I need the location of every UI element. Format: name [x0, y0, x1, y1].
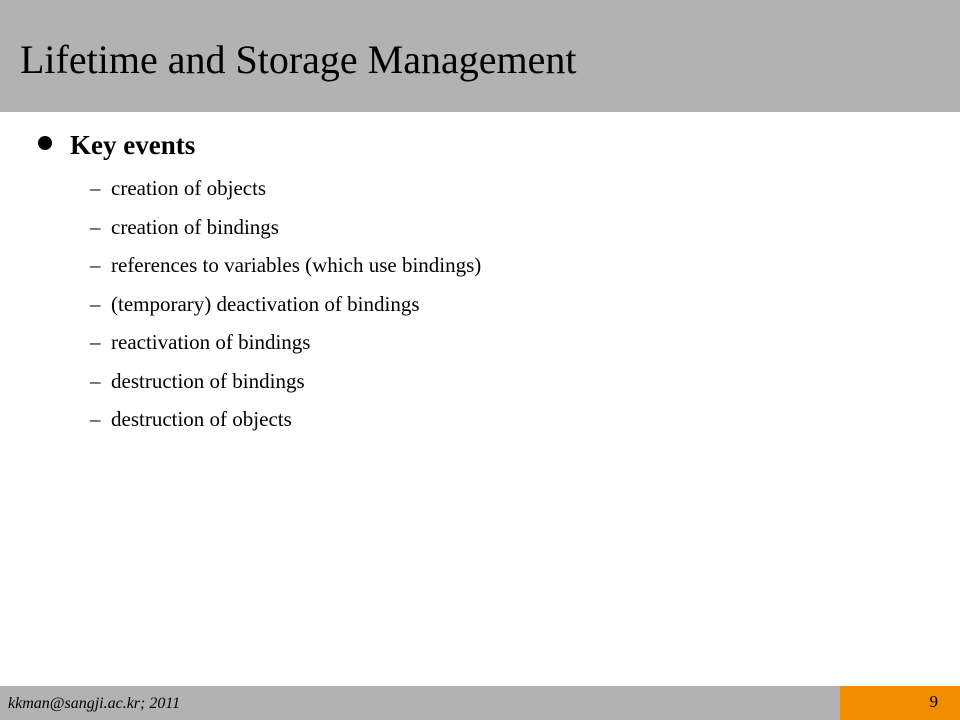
slide-title: Lifetime and Storage Management	[20, 37, 577, 82]
dash-icon: –	[90, 253, 101, 277]
page-number: 9	[929, 692, 938, 711]
sub-bullet-text: creation of objects	[111, 176, 267, 200]
sub-bullet-text: references to variables (which use bindings)	[111, 253, 482, 277]
dash-icon: –	[90, 368, 101, 393]
bullet-icon	[38, 136, 52, 150]
sub-bullet-text: (temporary) deactivation of bindings	[111, 291, 420, 316]
dash-icon: –	[90, 407, 101, 431]
dash-icon: –	[90, 330, 101, 354]
dash-icon: –	[90, 291, 101, 316]
footer-email-year: kkman@sangji.ac.kr; 2011	[8, 695, 181, 712]
sub-bullet-text: reactivation of bindings	[111, 330, 311, 354]
sub-bullet-text: creation of bindings	[111, 214, 279, 239]
sub-bullet-text: destruction of objects	[111, 407, 292, 431]
page-number-box	[840, 686, 960, 720]
dash-icon: –	[90, 176, 101, 200]
footer-bar	[0, 686, 960, 720]
sub-bullet-text: destruction of bindings	[111, 368, 305, 393]
dash-icon: –	[90, 214, 101, 239]
main-bullet-heading: Key events	[70, 130, 196, 160]
